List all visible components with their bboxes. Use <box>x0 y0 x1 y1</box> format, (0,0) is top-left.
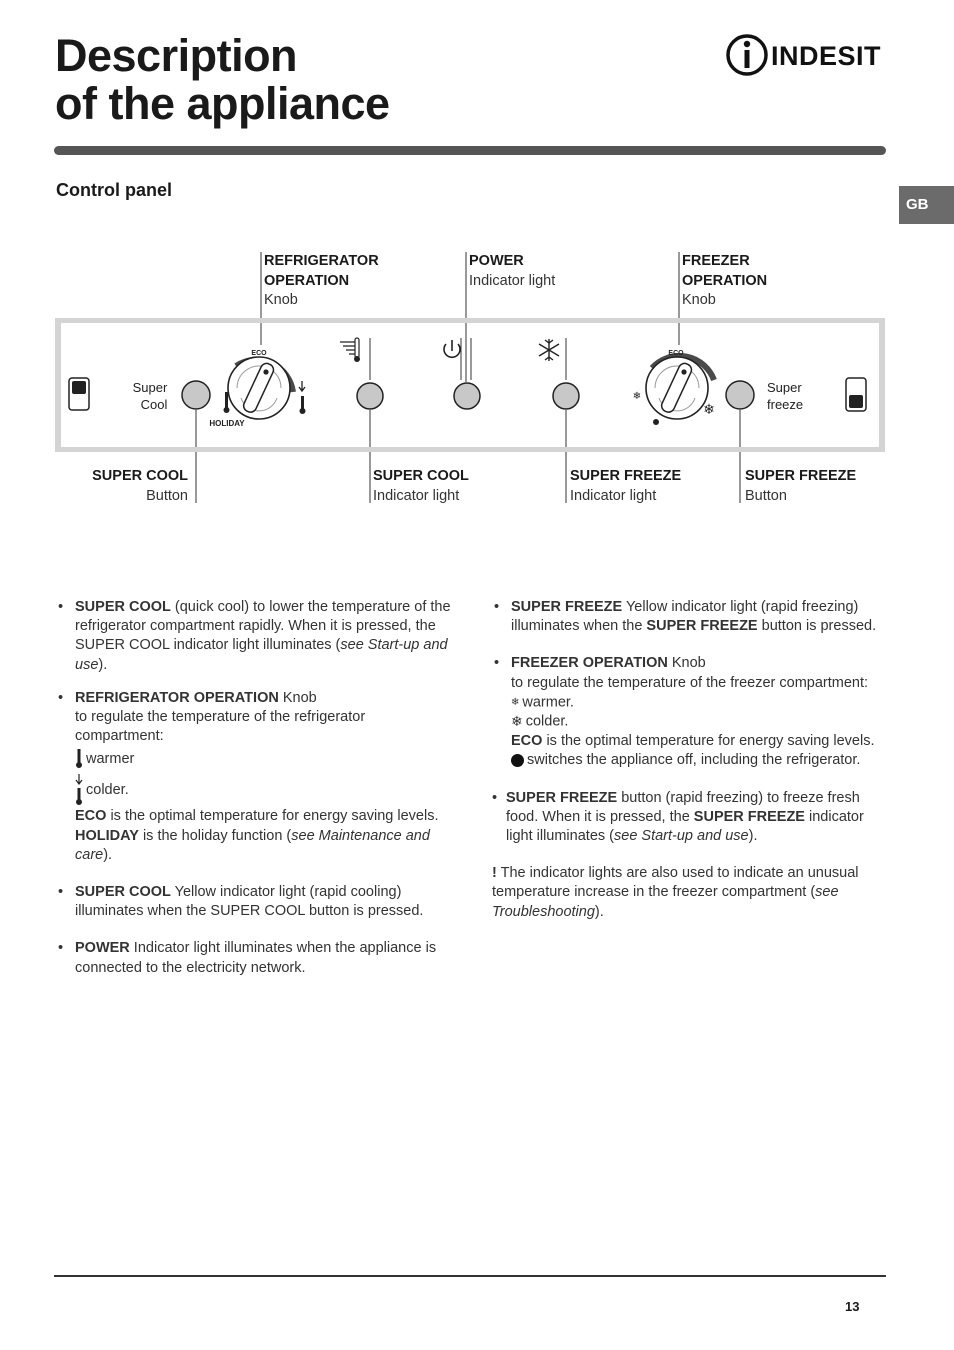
text: warmer <box>86 751 135 768</box>
term: POWER <box>75 940 130 957</box>
text: switches the appliance off, including the refrigerator. <box>527 752 861 769</box>
term: SUPER FREEZE <box>511 599 623 615</box>
off-dot-icon <box>653 419 659 425</box>
footer-rule <box>54 1275 886 1277</box>
cross-reference: see Maintenance and care <box>75 827 430 863</box>
list-item: • SUPER FREEZE Yellow indicator light (rapid freezing) illuminates when the SUPER FREEZE button is pressed. <box>494 599 877 635</box>
text: colder. <box>525 713 569 730</box>
label-text: POWER <box>469 253 524 269</box>
eco-label-right: ECO <box>668 350 684 357</box>
super-cool-label-l2: Cool <box>140 397 168 412</box>
section-title: Control panel <box>56 180 172 200</box>
super-cool-indicator-light <box>357 383 383 409</box>
label-sub: Indicator light <box>570 487 657 504</box>
list-item: • SUPER COOL Yellow indicator light (rapid cooling) illuminates when the SUPER COOL button is pressed. <box>58 884 424 920</box>
eco-label-left: ECO <box>251 350 267 357</box>
list-item: • REFRIGERATOR OPERATION Knob to regulate the temperature of the refrigerator compartment: warmer colder. ECO is the optimal temperature for energy saving levels. HOLIDAY is the holiday function (see Maintenance and care). <box>58 689 439 863</box>
label-sub: Knob <box>682 292 716 308</box>
title-line-2: of the appliance <box>55 78 390 129</box>
list-item: • FREEZER OPERATION Knob to regulate the temperature of the freezer compartment: ❄ warmer. ❄ colder. ECO is the optimal temperature for energy saving levels. switches the appliance off, including the refrigerator. <box>494 655 875 769</box>
cross-reference: see Troubleshooting <box>492 884 839 920</box>
text: (quick cool) to lower the temperature of the refrigerator compartment rapidly. When it is pressed, the SUPER COOL indicator light illuminates ( <box>75 599 451 654</box>
term: HOLIDAY <box>75 827 139 844</box>
term: SUPER FREEZE <box>506 789 618 806</box>
list-item: • SUPER FREEZE button (rapid freezing) to freeze fresh food. When it is pressed, the SUPER FREEZE indicator light illuminates (see Start-up and use). <box>492 789 864 844</box>
term: ECO <box>511 733 543 750</box>
text: Knob <box>667 655 706 672</box>
text: ). <box>98 656 108 673</box>
label-sub: Indicator light <box>469 272 556 289</box>
right-column <box>492 598 888 922</box>
label-text: SUPER COOL <box>92 468 188 484</box>
off-dot-icon <box>511 754 524 767</box>
label-text: OPERATION <box>264 272 350 289</box>
small-snowflake-icon: ❄ <box>632 391 642 402</box>
term: FREEZER OPERATION <box>511 655 668 672</box>
text: ). <box>748 827 758 844</box>
note <box>492 864 888 922</box>
note-mark: ! <box>492 865 497 882</box>
thermometer-icon <box>75 748 83 770</box>
text: button is pressed. <box>757 618 877 635</box>
thermometer-cold-icon <box>75 773 83 807</box>
text: is the optimal temperature for energy saving levels. <box>542 733 875 750</box>
list-item: • POWER Indicator light illuminates when the appliance is connected to the electricity network. <box>58 940 437 976</box>
super-cool-button[interactable] <box>182 381 210 409</box>
super-freeze-label-l2: freeze <box>767 397 804 412</box>
term: SUPER COOL <box>75 599 171 615</box>
label-sub: Knob <box>264 292 298 308</box>
super-cool-label-l1: Super <box>132 380 168 395</box>
large-snowflake-icon: ❄ <box>703 402 715 418</box>
language-tab: GB <box>899 186 954 224</box>
text: ). <box>103 846 113 863</box>
term: REFRIGERATOR OPERATION <box>75 689 279 706</box>
label-text: SUPER FREEZE <box>745 468 857 484</box>
text: Knob <box>278 689 317 706</box>
title-line-1: Description <box>55 30 298 81</box>
label-text: OPERATION <box>682 272 768 289</box>
text: is the optimal temperature for energy saving levels. <box>106 808 439 825</box>
power-indicator-light <box>454 383 480 409</box>
label-sub: Button <box>146 487 188 504</box>
list-item: • SUPER COOL (quick cool) to lower the temperature of the refrigerator compartment rapidly. When it is pressed, the SUPER COOL indicator light illuminates (see Start-up and use). <box>58 599 451 673</box>
label-text: REFRIGERATOR <box>264 253 379 269</box>
left-switch-icon <box>69 378 89 410</box>
text: colder. <box>86 782 129 799</box>
text: to regulate the temperature of the refrigerator compartment: <box>75 709 366 745</box>
text: Yellow indicator light (rapid cooling) illuminates when the SUPER COOL button is pressed. <box>75 884 424 920</box>
text: Yellow indicator light (rapid freezing) illuminates when the <box>511 599 859 635</box>
super-freeze-label-l1: Super <box>767 380 802 395</box>
label-text: SUPER COOL <box>373 468 469 484</box>
large-snowflake-icon: ❄ <box>511 713 523 730</box>
term: SUPER FREEZE <box>693 808 805 825</box>
label-sub: Indicator light <box>373 487 460 504</box>
text: button (rapid freezing) to freeze fresh food. When it is pressed, the <box>506 789 860 825</box>
cross-reference: see Start-up and use <box>75 637 448 673</box>
term: SUPER FREEZE <box>646 618 758 635</box>
super-freeze-button[interactable] <box>726 381 754 409</box>
small-snowflake-icon: ❄ <box>511 696 520 708</box>
text: is the holiday function ( <box>138 827 292 844</box>
label-text: SUPER FREEZE <box>570 468 682 484</box>
holiday-label: HOLIDAY <box>209 419 245 428</box>
label-text: FREEZER <box>682 253 750 269</box>
super-freeze-indicator-light <box>553 383 579 409</box>
cross-reference: see Start-up and use <box>614 827 749 844</box>
label-sub: Button <box>745 487 787 504</box>
right-switch-icon <box>846 378 866 411</box>
text: to regulate the temperature of the freezer compartment: <box>511 674 869 691</box>
left-column <box>56 598 451 978</box>
text: indicator light illuminates ( <box>506 808 864 844</box>
term: SUPER COOL <box>75 884 171 901</box>
brand-name: INDESIT <box>771 41 882 71</box>
text: The indicator lights are also used to indicate an unusual temperature increase in the freezer compartment ( <box>492 865 859 901</box>
control-panel-diagram <box>0 0 954 600</box>
text: warmer. <box>522 694 574 711</box>
text: ). <box>594 903 604 920</box>
page-number: 13 <box>845 1299 860 1314</box>
term: ECO <box>75 808 107 825</box>
text: Indicator light illuminates when the appliance is connected to the electricity network. <box>75 940 437 976</box>
